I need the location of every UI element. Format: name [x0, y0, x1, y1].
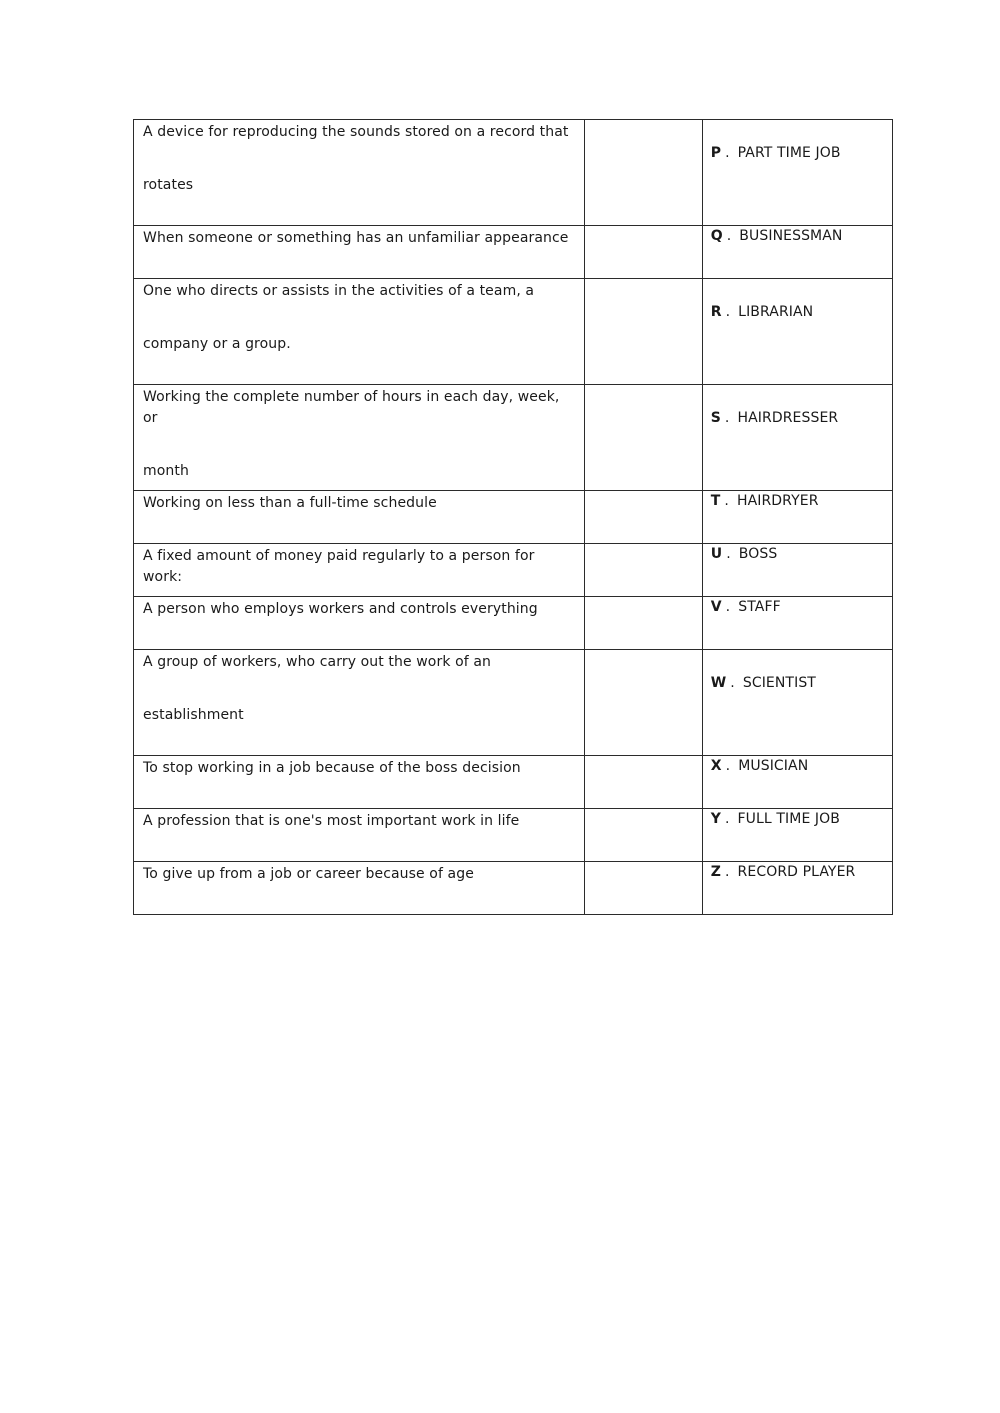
option-text: HAIRDRESSER — [737, 409, 839, 426]
table-row — [134, 756, 893, 809]
option-text: HAIRDRYER — [736, 493, 819, 509]
definition-cell — [134, 597, 585, 650]
answer-blank-cell[interactable] — [584, 809, 702, 862]
table-row — [134, 279, 893, 385]
definition-cell — [134, 756, 585, 809]
definition-text: A device for reproducing the sounds stored on a record that — [143, 124, 569, 140]
option-letter: W — [710, 674, 727, 691]
option-cell: S . HAIRDRESSER — [702, 385, 892, 491]
definition-text: One who directs or assists in the activities of a team, a — [143, 283, 535, 299]
definition-cell — [134, 809, 585, 862]
option-cell: V . STAFF — [702, 597, 892, 650]
matching-table — [133, 119, 893, 915]
option-text: RECORD PLAYER — [737, 864, 856, 880]
table-row — [134, 491, 893, 544]
option-cell: W . SCIENTIST — [702, 650, 892, 756]
definition-cell — [134, 120, 585, 226]
definition-cell — [134, 491, 585, 544]
option-cell: P . PART TIME JOB — [702, 120, 892, 226]
definition-text: A group of workers, who carry out the work of an — [143, 654, 491, 670]
answer-blank-cell[interactable] — [584, 756, 702, 809]
option-cell: Q . BUSINESSMAN — [702, 226, 892, 279]
definition-cell — [134, 862, 585, 915]
table-row — [134, 862, 893, 915]
answer-blank-cell[interactable] — [584, 597, 702, 650]
option-text: BUSINESSMAN — [739, 228, 843, 244]
answer-blank-cell[interactable] — [584, 862, 702, 915]
option-text: LIBRARIAN — [738, 303, 814, 320]
table-row — [134, 120, 893, 226]
answer-blank-cell[interactable] — [584, 385, 702, 491]
definition-text: Working the complete number of hours in each day, week, or — [143, 389, 560, 426]
option-text: PART TIME JOB — [737, 144, 841, 161]
definition-text: When someone or something has an unfamiliar appearance — [143, 230, 569, 246]
table-row — [134, 650, 893, 756]
option-text: FULL TIME JOB — [737, 811, 840, 827]
option-letter: Y — [710, 811, 721, 827]
option-cell: T . HAIRDRYER — [702, 491, 892, 544]
definition-text-continued: establishment — [143, 707, 244, 723]
table-row — [134, 597, 893, 650]
answer-blank-cell[interactable] — [584, 120, 702, 226]
option-letter: R — [710, 303, 722, 320]
option-letter: P — [710, 144, 722, 161]
option-cell: Y . FULL TIME JOB — [702, 809, 892, 862]
option-letter: X — [710, 758, 722, 774]
definition-text-continued: rotates — [143, 177, 194, 193]
option-text: BOSS — [738, 546, 778, 562]
table-row — [134, 544, 893, 597]
definition-cell — [134, 650, 585, 756]
option-letter: Q — [710, 228, 723, 244]
answer-blank-cell[interactable] — [584, 226, 702, 279]
option-text: STAFF — [738, 599, 781, 615]
option-letter: Z — [710, 864, 721, 880]
definition-text: A person who employs workers and controls everything — [143, 601, 538, 617]
definition-text: To stop working in a job because of the boss decision — [143, 760, 521, 776]
definition-cell — [134, 279, 585, 385]
answer-blank-cell[interactable] — [584, 279, 702, 385]
table-row — [134, 385, 893, 491]
option-cell: Z . RECORD PLAYER — [702, 862, 892, 915]
definition-text: To give up from a job or career because of age — [143, 866, 474, 882]
option-letter: U — [710, 546, 723, 562]
definition-cell — [134, 544, 585, 597]
option-letter: V — [710, 599, 722, 615]
table-row — [134, 809, 893, 862]
option-cell: R . LIBRARIAN — [702, 279, 892, 385]
answer-blank-cell[interactable] — [584, 650, 702, 756]
definition-text-continued: company or a group. — [143, 336, 291, 352]
option-text: SCIENTIST — [742, 674, 816, 691]
answer-blank-cell[interactable] — [584, 491, 702, 544]
definition-text-continued: month — [143, 463, 189, 479]
option-letter: S — [710, 409, 721, 426]
definition-cell — [134, 385, 585, 491]
definition-text: A profession that is one's most important work in life — [143, 813, 520, 829]
definition-text: A fixed amount of money paid regularly to a person for work: — [143, 548, 535, 585]
option-cell: X . MUSICIAN — [702, 756, 892, 809]
option-text: MUSICIAN — [738, 758, 809, 774]
option-cell: U . BOSS — [702, 544, 892, 597]
definition-cell — [134, 226, 585, 279]
option-letter: T — [710, 493, 721, 509]
table-row — [134, 226, 893, 279]
answer-blank-cell[interactable] — [584, 544, 702, 597]
definition-text: Working on less than a full-time schedule — [143, 495, 437, 511]
